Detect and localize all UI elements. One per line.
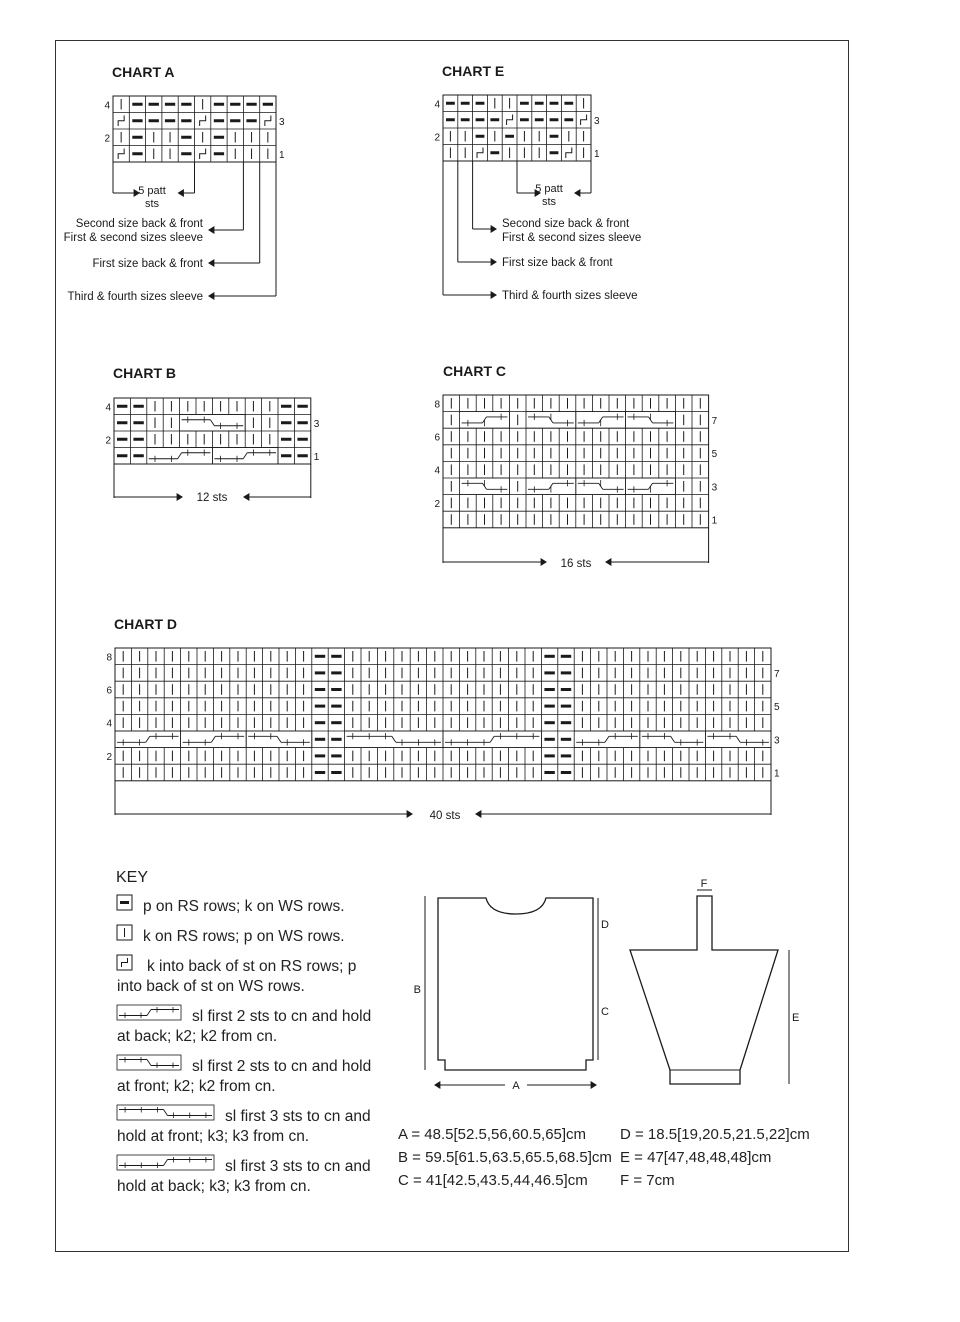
purl-symbol (297, 421, 307, 424)
purl-symbol (149, 119, 159, 122)
twisted-knit-symbol (581, 115, 587, 126)
purl-symbol (331, 655, 341, 658)
chart-e-label-first-size: First size back & front (502, 257, 613, 269)
purl-symbol (544, 671, 554, 674)
purl-symbol (230, 103, 240, 106)
purl-symbol (117, 454, 127, 457)
arrow (574, 189, 580, 197)
purl-symbol (461, 118, 470, 121)
cable-line (211, 736, 215, 742)
measurement-b: B = 59.5[61.5,63.5,65.5,68.5]cm (398, 1149, 612, 1166)
body-schematic (414, 896, 609, 1092)
chart-d-row-label-1: 1 (774, 768, 780, 780)
twisted-knit-symbol (122, 958, 128, 967)
chart-c-row-label-4: 4 (434, 465, 440, 477)
purl-symbol (149, 103, 159, 106)
chart-e-row-label-2: 2 (434, 132, 440, 144)
purl-symbol (315, 688, 325, 691)
key-purl-desc: p on RS rows; k on WS rows. (143, 898, 345, 915)
cable-line (164, 1160, 168, 1166)
label-f: F (700, 878, 708, 890)
purl-symbol (331, 671, 341, 674)
measurement-f: F = 7cm (620, 1172, 675, 1189)
chart-a-label-sleeve-34: Third & fourth sizes sleeve (67, 291, 203, 303)
purl-symbol (132, 119, 142, 122)
chart-a-title: CHART A (112, 64, 175, 80)
purl-symbol (315, 705, 325, 708)
arrow (208, 259, 214, 267)
key-tbl-desc-2: into back of st on WS rows. (117, 978, 305, 995)
purl-symbol (550, 135, 559, 138)
chart-a-row-label-4: 4 (104, 100, 110, 112)
key-c4b-desc-1: sl first 2 sts to cn and hold (192, 1008, 372, 1025)
measurement-e: E = 47[47,48,48,48]cm (620, 1149, 772, 1166)
purl-symbol (564, 102, 573, 105)
purl-symbol (133, 454, 143, 457)
purl-symbol (297, 405, 307, 408)
purl-symbol (117, 405, 127, 408)
purl-symbol (230, 119, 240, 122)
purl-symbol (490, 118, 499, 121)
twisted-knit-symbol (265, 116, 271, 127)
arrow (178, 189, 184, 197)
cable-back-symbol (460, 412, 510, 429)
chart-c-grid (443, 395, 709, 528)
purl-symbol (315, 671, 325, 674)
purl-symbol (544, 771, 554, 774)
purl-symbol (505, 135, 514, 138)
purl-symbol (535, 102, 544, 105)
cable-back-symbol (147, 448, 213, 465)
cable-line (736, 736, 740, 742)
chart-e-label-sleeve-12: First & second sizes sleeve (502, 232, 642, 244)
arrow (434, 1081, 440, 1089)
cable-back-symbol (576, 412, 626, 429)
label-b: B (413, 984, 421, 996)
chart-c-row-label-3: 3 (711, 482, 718, 494)
chart-e-label-second-size: Second size back & front (502, 218, 630, 230)
purl-symbol (181, 136, 191, 139)
purl-symbol (544, 655, 554, 658)
chart-d-row-label-2: 2 (106, 751, 112, 763)
sleeve-schematic (630, 878, 799, 1084)
cable-back-symbol (115, 731, 181, 748)
sleeve-outline (630, 896, 778, 1084)
chart-b-row-label-4: 4 (105, 402, 111, 414)
purl-symbol (117, 421, 127, 424)
purl-symbol (315, 771, 325, 774)
chart-b-row-label-3: 3 (313, 418, 320, 430)
cable-line (605, 736, 609, 742)
cable-back-symbol (212, 448, 278, 465)
arrow (208, 226, 214, 234)
chart-c-row-label-1: 1 (711, 515, 718, 527)
purl-symbol (132, 152, 142, 155)
purl-symbol (446, 118, 455, 121)
chart-c-row-label-8: 8 (434, 399, 440, 411)
key-title: KEY (116, 869, 149, 886)
purl-symbol (132, 136, 142, 139)
cable-line (147, 1010, 151, 1016)
chart-a-patt-sts: sts (144, 198, 160, 210)
chart-c-row-label-5: 5 (711, 449, 718, 461)
key-c4f-desc-2: at front; k2; k2 from cn. (117, 1078, 276, 1095)
chart-e-row-label-1: 1 (594, 148, 600, 160)
twisted-knit-symbol (477, 148, 483, 159)
cable-front-symbol (345, 731, 443, 748)
arrow (177, 493, 183, 501)
chart-d-row-label-4: 4 (106, 718, 112, 730)
chart-e-row-label-4: 4 (434, 99, 440, 111)
purl-symbol (490, 151, 499, 154)
purl-symbol (331, 738, 341, 741)
twisted-knit-symbol (118, 116, 124, 127)
purl-symbol (550, 102, 559, 105)
purl-symbol (133, 405, 143, 408)
purl-symbol (165, 119, 175, 122)
cable-front-symbol (460, 478, 510, 495)
purl-symbol (281, 405, 291, 408)
cable-line (178, 453, 182, 459)
chart-d-width-label: 40 sts (429, 810, 461, 822)
purl-symbol (561, 721, 571, 724)
purl-symbol (246, 119, 256, 122)
measurement-a: A = 48.5[52.5,56,60.5,65]cm (398, 1126, 587, 1143)
cable-line (392, 736, 396, 742)
chart-e-grid (443, 95, 591, 161)
purl-symbol (165, 103, 175, 106)
chart-d-grid (115, 648, 771, 781)
chart-c-row-label-2: 2 (434, 498, 440, 510)
purl-symbol (331, 688, 341, 691)
purl-symbol (297, 438, 307, 441)
label-c: C (601, 1006, 609, 1018)
purl-symbol (544, 721, 554, 724)
purl-symbol (544, 738, 554, 741)
purl-symbol (181, 152, 191, 155)
cable-line (147, 1060, 151, 1066)
purl-symbol (561, 655, 571, 658)
chart-a-label-second-size: Second size back & front (75, 218, 203, 230)
key-knit-desc: k on RS rows; p on WS rows. (143, 928, 345, 945)
chart-b-title: CHART B (113, 365, 176, 381)
purl-symbol (263, 103, 273, 106)
chart-a-grid (113, 96, 276, 162)
purl-symbol (476, 118, 485, 121)
cable-front-symbol (117, 1055, 181, 1070)
purl-symbol (561, 754, 571, 757)
chart-a-label-first-size: First size back & front (92, 258, 203, 270)
arrow (491, 225, 497, 233)
purl-symbol (246, 103, 256, 106)
purl-symbol (297, 454, 307, 457)
arrow (605, 558, 611, 566)
cable-front-symbol (526, 412, 576, 429)
purl-symbol (120, 901, 129, 904)
cable-line (146, 736, 150, 742)
purl-symbol (331, 721, 341, 724)
twisted-knit-symbol (200, 149, 206, 160)
cable-line (671, 736, 675, 742)
chart-e-leaders (443, 161, 591, 299)
cable-back-symbol (526, 478, 576, 495)
cable-back-symbol (626, 478, 676, 495)
label-a: A (512, 1080, 520, 1092)
cable-front-symbol (640, 731, 706, 748)
purl-symbol (446, 102, 455, 105)
cable-back-symbol (443, 731, 541, 748)
purl-symbol (315, 738, 325, 741)
purl-symbol (550, 151, 559, 154)
body-outline (438, 898, 593, 1070)
arrow (208, 292, 214, 300)
purl-symbol (544, 688, 554, 691)
purl-symbol (133, 438, 143, 441)
purl-symbol (561, 671, 571, 674)
key-c6b-desc-2: hold at back; k3; k3 from cn. (117, 1178, 311, 1195)
purl-symbol (476, 135, 485, 138)
purl-symbol (214, 103, 224, 106)
cable-front-symbol (626, 412, 676, 429)
chart-e-title: CHART E (442, 63, 505, 79)
purl-symbol (564, 118, 573, 121)
cable-front-symbol (576, 478, 626, 495)
chart-c-row-label-6: 6 (434, 432, 440, 444)
chart-b-grid (114, 398, 311, 464)
chart-d-row-label-5: 5 (774, 702, 780, 714)
arrow (591, 1081, 597, 1089)
cable-line (243, 453, 247, 459)
purl-symbol (181, 103, 191, 106)
chart-a-label-sleeve-12: First & second sizes sleeve (63, 232, 203, 244)
cable-line (210, 420, 214, 426)
purl-symbol (214, 119, 224, 122)
key-c4f-desc-1: sl first 2 sts to cn and hold (192, 1058, 372, 1075)
chart-b-row-label-1: 1 (313, 451, 320, 463)
purl-symbol (133, 421, 143, 424)
chart-a-leaders (113, 162, 276, 300)
chart-c-row-label-7: 7 (711, 415, 718, 427)
purl-symbol (132, 103, 142, 106)
key-tbl-desc-1: k into back of st on RS rows; p (147, 958, 357, 975)
purl-symbol (476, 102, 485, 105)
twisted-knit-symbol (566, 148, 572, 159)
label-e: E (792, 1012, 800, 1024)
purl-symbol (281, 454, 291, 457)
key-c6f-desc-1: sl first 3 sts to cn and (225, 1108, 371, 1125)
cable-back-symbol (181, 731, 247, 748)
purl-symbol (550, 118, 559, 121)
purl-symbol (315, 754, 325, 757)
chart-c-width-label: 16 sts (560, 558, 592, 570)
cable-front-symbol (180, 415, 246, 432)
purl-symbol (331, 771, 341, 774)
arrow (491, 258, 497, 266)
purl-symbol (117, 438, 127, 441)
chart-b-row-label-2: 2 (105, 435, 111, 447)
chart-d-row-label-8: 8 (106, 652, 112, 664)
purl-symbol (561, 771, 571, 774)
purl-symbol (331, 705, 341, 708)
chart-e-label-sleeve-34: Third & fourth sizes sleeve (502, 290, 638, 302)
key-symbols (117, 895, 214, 1170)
chart-e-patt-label: 5 patt (535, 183, 563, 195)
purl-symbol (461, 102, 470, 105)
purl-symbol (544, 705, 554, 708)
key-c6b-desc-1: sl first 3 sts to cn and (225, 1158, 371, 1175)
cable-line (490, 736, 494, 742)
measurement-c: C = 41[42.5,43.5,44,46.5]cm (398, 1172, 588, 1189)
cable-back-symbol (117, 1005, 181, 1020)
purl-symbol (561, 688, 571, 691)
purl-symbol (214, 136, 224, 139)
chart-e-row-label-3: 3 (594, 115, 600, 127)
twisted-knit-symbol (200, 116, 206, 127)
key-c6f-desc-2: hold at front; k3; k3 from cn. (117, 1128, 310, 1145)
cable-front-symbol (117, 1105, 214, 1120)
chart-d-title: CHART D (114, 616, 177, 632)
arrow (243, 493, 249, 501)
cable-line (164, 1110, 168, 1116)
purl-symbol (561, 738, 571, 741)
chart-a-patt-label: 5 patt (138, 185, 166, 197)
cable-front-symbol (246, 731, 312, 748)
arrow (407, 810, 413, 818)
label-d: D (601, 919, 609, 931)
purl-symbol (520, 118, 529, 121)
purl-symbol (315, 721, 325, 724)
chart-d-row-label-7: 7 (774, 668, 780, 680)
arrow (541, 558, 547, 566)
chart-d-row-label-6: 6 (106, 685, 112, 697)
chart-d-row-label-3: 3 (774, 735, 780, 747)
chart-e-patt-sts: sts (541, 196, 557, 208)
cable-back-symbol (574, 731, 640, 748)
twisted-knit-symbol (118, 149, 124, 160)
purl-symbol (315, 655, 325, 658)
cable-back-symbol (117, 1155, 214, 1170)
chart-a-row-label-1: 1 (279, 149, 285, 161)
measurement-d: D = 18.5[19,20.5,21.5,22]cm (620, 1126, 810, 1143)
chart-a-row-label-3: 3 (279, 116, 285, 128)
purl-symbol (561, 705, 571, 708)
cable-front-symbol (705, 731, 771, 748)
chart-a-row-label-2: 2 (104, 133, 110, 145)
purl-symbol (281, 438, 291, 441)
arrow (475, 810, 481, 818)
purl-symbol (181, 119, 191, 122)
purl-symbol (331, 754, 341, 757)
key-c4b-desc-2: at back; k2; k2 from cn. (117, 1028, 278, 1045)
purl-symbol (214, 152, 224, 155)
purl-symbol (544, 754, 554, 757)
twisted-knit-symbol (507, 115, 513, 126)
cable-line (277, 736, 281, 742)
purl-symbol (520, 102, 529, 105)
purl-symbol (535, 118, 544, 121)
chart-c-title: CHART C (443, 363, 506, 379)
purl-symbol (281, 421, 291, 424)
arrow (491, 291, 497, 299)
chart-b-width-label: 12 sts (196, 492, 228, 504)
